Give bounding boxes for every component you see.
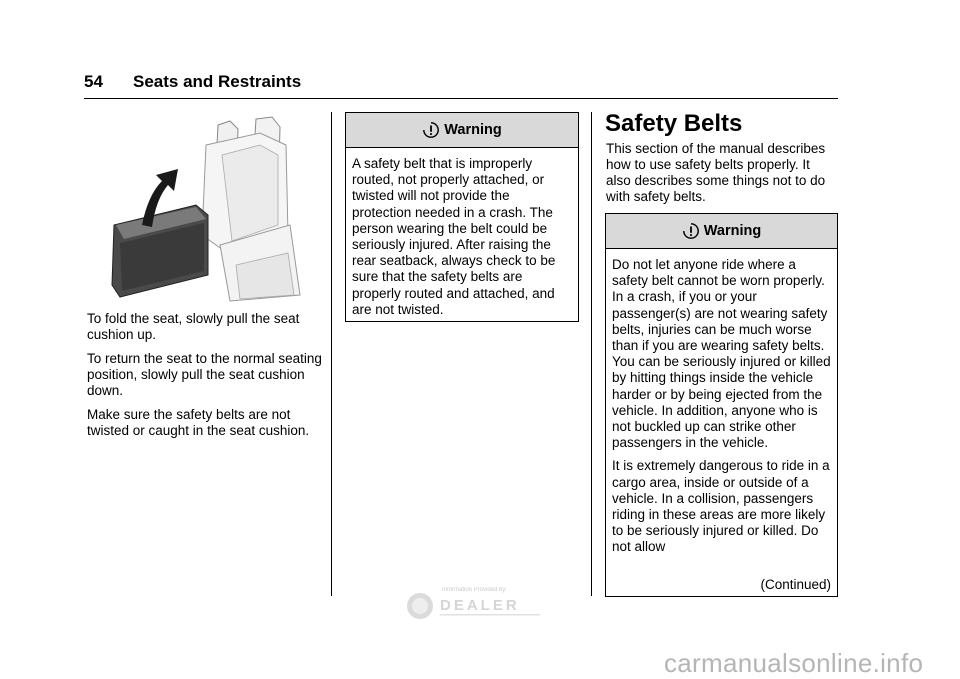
warning-icon bbox=[682, 222, 700, 240]
page-number: 54 bbox=[84, 72, 103, 91]
warning-header bbox=[606, 214, 837, 249]
seat-fold-illustration bbox=[110, 115, 310, 305]
continued-label: (Continued) bbox=[760, 577, 831, 592]
dealer-watermark-logo bbox=[404, 582, 554, 622]
footer-site: carmanualsonline.info bbox=[664, 648, 924, 678]
seat-instructions bbox=[87, 311, 322, 447]
warning-header bbox=[346, 113, 578, 148]
warning-text: A safety belt that is improperly routed, not properly attached, or twisted will not provide the protection needed in a crash. The person wearing the belt could be seriously injured. After raising the rear seatback, always check to be sure that the safety belts are properly routed and attached, and are not twisted. bbox=[352, 156, 556, 317]
warning-box-belt-usage bbox=[605, 213, 838, 597]
warning-title: Warning bbox=[444, 122, 502, 138]
warning-title: Warning bbox=[703, 223, 762, 239]
warning-box-belt-routing bbox=[345, 112, 579, 322]
column-divider bbox=[591, 112, 592, 596]
instruction-paragraph: To fold the seat, slowly pull the seat cushion up. bbox=[87, 311, 300, 342]
watermark-line2: DEALER bbox=[440, 597, 520, 614]
section-title: Seats and Restraints bbox=[133, 72, 302, 91]
instruction-paragraph: To return the seat to the normal seating position, slowly pull the seat cushion down. bbox=[87, 351, 322, 398]
watermark-line1: Information Provided by: bbox=[442, 587, 508, 593]
instruction-paragraph: Make sure the safety belts are not twisted or caught in the seat cushion. bbox=[87, 407, 310, 438]
section-intro: This section of the manual describes how to use safety belts properly. It also describes some things not to do with safety belts. bbox=[606, 141, 826, 204]
column-divider bbox=[331, 112, 332, 596]
warning-icon bbox=[422, 121, 440, 139]
warning-text: Do not let anyone ride where a safety belt cannot be worn properly. In a crash, if you or your passenger(s) are not wearing safety belts, injuries can be much worse than if you are wearing safety belts. You can be seriously injured or killed by hitting things inside the vehicle harder or by being ejected from the vehicle. In addition, anyone who is not buckled up can strike other passengers in the vehicle. bbox=[612, 257, 831, 451]
header-rule bbox=[84, 98, 838, 99]
warning-text: It is extremely dangerous to ride in a cargo area, inside or outside of a vehicle. In a collision, passengers riding in these areas are more likely to be seriously injured or killed. Do not allow bbox=[612, 458, 830, 555]
section-heading: Safety Belts bbox=[605, 110, 743, 137]
